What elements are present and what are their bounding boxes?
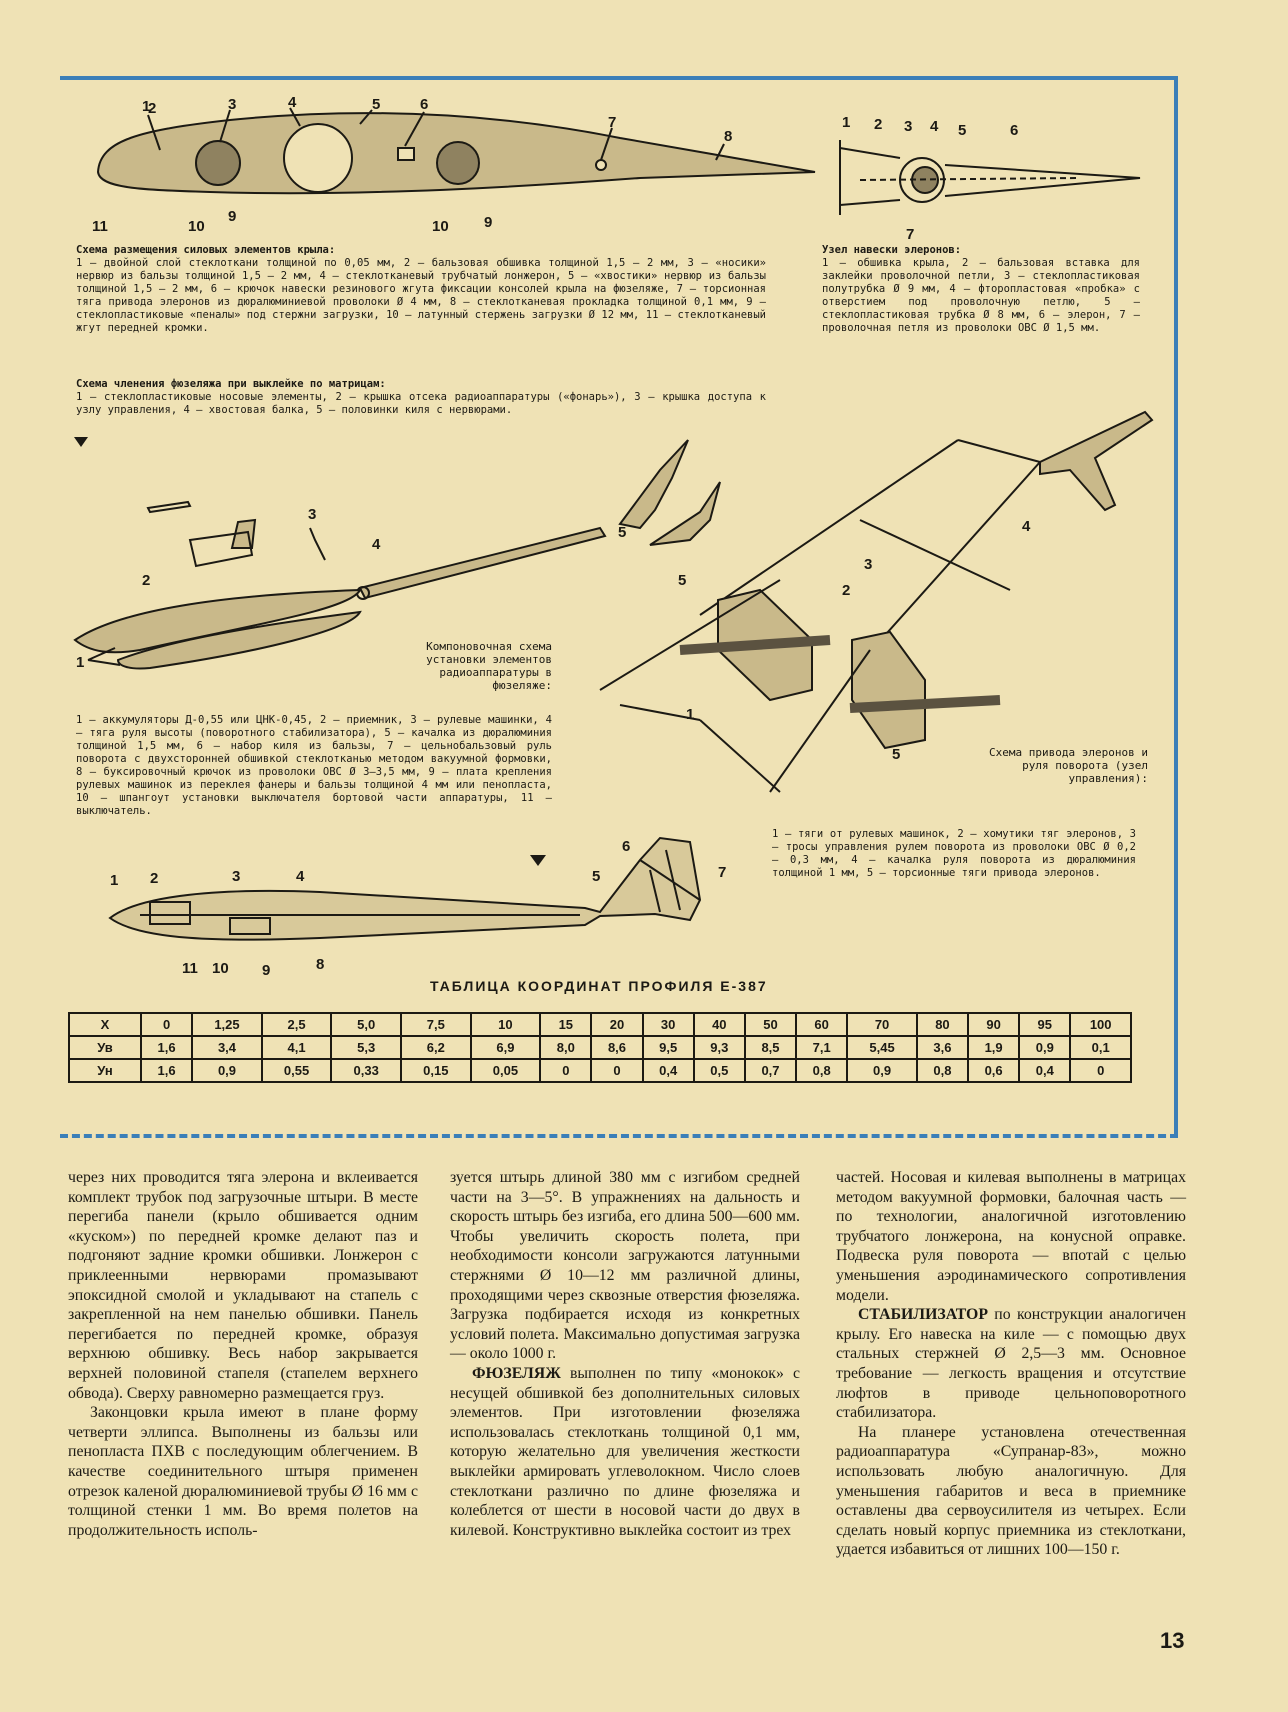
table-cell: 70 — [847, 1013, 917, 1036]
table-title: ТАБЛИЦА КООРДИНАТ ПРОФИЛЯ Е-387 — [430, 978, 768, 994]
table-row — [69, 1036, 1131, 1059]
drive-label: 2 — [842, 582, 851, 599]
paragraph: частей. Носовая и килевая выполнены в матрицах методом вакуумной формовки, балочная часть — по технологии, аналогичной изготовлению трубчатого лонжерона, на конусной оправке. Подвеска руля поворота — впотай с целью уменьшения аэродинамического сопротивления модели. — [836, 1169, 1186, 1304]
table-cell: 8,6 — [591, 1036, 642, 1059]
wing-section-drawing — [98, 108, 815, 193]
table-cell: 90 — [968, 1013, 1019, 1036]
fuselage-split-drawing — [75, 440, 720, 669]
layout-label: 6 — [622, 838, 631, 855]
control-drive-caption: 1 — тяги от рулевых машинок, 2 — хомутики тяг элеронов, 3 — тросы управления рулем поворота из проволоки ОВС Ø 0,2 — 0,3 мм, 4 — качалка руля поворота из дюралюминия толщиной 1 мм, 5 — торсионные тяги привода элеронов. — [772, 828, 1136, 879]
table-cell: 0,6 — [968, 1059, 1019, 1082]
table-row — [69, 1013, 1131, 1036]
layout-label: 11 — [182, 960, 198, 977]
wing-label: 9 — [228, 208, 237, 225]
arrow-marker — [530, 855, 546, 866]
table-cell: 10 — [471, 1013, 541, 1036]
table-cell: 0,05 — [471, 1059, 541, 1082]
layout-label: 7 — [718, 864, 727, 881]
aileron-hinge-caption — [822, 244, 1140, 335]
table-cell: 0 — [540, 1059, 591, 1082]
split-label: 2 — [142, 572, 151, 589]
table-cell: 1,25 — [192, 1013, 262, 1036]
table-cell: 0,5 — [694, 1059, 745, 1082]
table-cell: 0,9 — [1019, 1036, 1070, 1059]
wing-section-caption — [76, 244, 766, 335]
table-cell: 6,2 — [401, 1036, 471, 1059]
layout-label: 2 — [150, 870, 159, 887]
paragraph-text: выполнен по типу «монокок» с несущей обшивкой без дополнительных силовых элементов. При изготовлении фюзеляжа использовалась стеклоткань толщиной 0,1 мм, которую желательно для увеличения жесткости выклейки армировать углеволокном. Число слоев стеклоткани различно по длине фюзеляжа и колеблется от шести в носовой части до двух в килевой. Конструктивно выклейка состоит из трех — [450, 1364, 800, 1539]
table-cell: 0,4 — [1019, 1059, 1070, 1082]
caption-text: 1 — стеклопластиковые носовые элементы, 2 — крышка отсека радиоаппаратуры («фонарь»), 3 — крышка доступа к узлу управления, 4 — хвостовая балка, 5 — половинки киля с нервюрами. — [76, 391, 766, 416]
control-drive-drawing — [600, 412, 1152, 792]
table-cell: 50 — [745, 1013, 796, 1036]
table-cell: 5,0 — [331, 1013, 401, 1036]
table-cell: 0,55 — [262, 1059, 332, 1082]
wing-label: 4 — [288, 94, 297, 111]
arrow-marker — [74, 437, 88, 447]
table-cell: 1,6 — [141, 1059, 192, 1082]
table-cell: 60 — [796, 1013, 847, 1036]
article-column-3 — [836, 1168, 1186, 1560]
table-cell: 0,9 — [847, 1059, 917, 1082]
wing-label: 11 — [92, 218, 108, 235]
paragraph — [450, 1364, 800, 1540]
table-cell: 8,0 — [540, 1036, 591, 1059]
wing-label: 8 — [724, 128, 733, 145]
paragraph — [836, 1305, 1186, 1423]
drive-label: 3 — [864, 556, 873, 573]
table-cell: 100 — [1070, 1013, 1131, 1036]
section-heading: ФЮЗЕЛЯЖ — [472, 1364, 561, 1382]
wing-label: 2 — [148, 100, 157, 117]
wing-label: 3 — [228, 96, 237, 113]
wing-label: 9 — [484, 214, 493, 231]
table-cell: X — [69, 1013, 141, 1036]
table-cell: 6,9 — [471, 1036, 541, 1059]
drive-label: 5 — [678, 572, 687, 589]
split-label: 1 — [76, 654, 85, 671]
paragraph: Законцовки крыла имеют в плане форму четверти эллипса. Выполнены из бальзы или пенопласта ПХВ с последующим облегчением. В качестве соединительного штыря применен отрезок каленой дюралюминиевой трубы Ø 16 мм с толщиной стенки 1 мм. Во время полетов на продолжительность исполь- — [68, 1404, 418, 1539]
layout-scheme-caption-title: Компоновочная схема установки элементов радиоаппаратуры в фюзеляже: — [426, 640, 552, 692]
hinge-label: 4 — [930, 118, 939, 135]
layout-scheme-caption: 1 — аккумуляторы Д-0,55 или ЦНК-0,45, 2 — приемник, 3 — рулевые машинки, 4 — тяга руля высоты (поворотного стабилизатора), 5 — качалка из дюралюминия толщиной 1,5 мм, 6 — набор киля из бальзы, 7 — цельнобальзовый руль поворота с двухсторонней обшивкой стеклотканью методом вакуумной формовки, 8 — буксировочный крючок из проволоки ОВС Ø 3—3,5 мм, 9 — плата крепления рулевых машинок из переклея фанеры и бальзы толщиной 4 мм или пенопласта, 10 — шпангоут установки выключателя бортовой части аппаратуры, 11 — выключатель. — [76, 714, 552, 817]
table-cell: 9,5 — [643, 1036, 694, 1059]
table-cell: 0 — [141, 1013, 192, 1036]
paragraph: На планере установлена отечественная радиоаппаратура «Супранар-83», можно использовать любую аналогичную. Для уменьшения габаритов и веса в приемнике оставлены два сервоусилителя из четырех. Если сделать новый корпус приемника из стеклоткани, удается избавиться от лишних 100—150 г. — [836, 1423, 1186, 1559]
paragraph: зуется штырь длиной 380 мм с изгибом средней части на 3—5°. В упражнениях на дальность и скорость штырь без изгиба, его длина 500—600 мм. Чтобы увеличить скорость полета, при необходимости консоли загружаются латунными стержнями Ø 10—12 мм различной длины, проходящими через сквозные отверстия фюзеляжа. Загрузка подбирается исходя из конкретных условий полета. Максимально допустимая загрузка — около 1000 г. — [450, 1169, 800, 1363]
caption-title: Узел навески элеронов: — [822, 244, 962, 256]
table-cell: 8,5 — [745, 1036, 796, 1059]
table-cell: 0,8 — [917, 1059, 968, 1082]
table-cell: 1,6 — [141, 1036, 192, 1059]
table-cell: 5,45 — [847, 1036, 917, 1059]
table-cell: 0,15 — [401, 1059, 471, 1082]
wing-label: 10 — [188, 218, 205, 235]
page-number: 13 — [1160, 1628, 1185, 1653]
wing-label: 5 — [372, 96, 381, 113]
layout-scheme-drawing — [110, 838, 700, 940]
split-label: 3 — [308, 506, 317, 523]
table-cell: 95 — [1019, 1013, 1070, 1036]
table-cell: 4,1 — [262, 1036, 332, 1059]
hinge-label: 7 — [906, 226, 915, 243]
profile-coordinates-table — [68, 1012, 1132, 1083]
control-drive-caption-title: Схема привода элеронов и руля поворота (узел управления): — [989, 746, 1148, 785]
table-cell: 0,7 — [745, 1059, 796, 1082]
table-cell: 0,9 — [192, 1059, 262, 1082]
table-cell: 7,1 — [796, 1036, 847, 1059]
table-cell: 0 — [1070, 1059, 1131, 1082]
wing-label: 1 — [142, 98, 151, 115]
hinge-label: 3 — [904, 118, 913, 135]
layout-label: 4 — [296, 868, 305, 885]
wing-label: 6 — [420, 96, 429, 113]
table-cell: 40 — [694, 1013, 745, 1036]
aileron-hinge-drawing — [840, 140, 1140, 215]
table-cell: 3,6 — [917, 1036, 968, 1059]
drive-label: 1 — [686, 706, 695, 723]
table-cell: 0 — [591, 1059, 642, 1082]
table-cell: 30 — [643, 1013, 694, 1036]
table-cell: 0,33 — [331, 1059, 401, 1082]
table-cell: 1,9 — [968, 1036, 1019, 1059]
hinge-label: 5 — [958, 122, 967, 139]
table-cell: Ун — [69, 1059, 141, 1082]
section-heading: СТАБИЛИЗАТОР — [858, 1306, 988, 1324]
hinge-label: 1 — [842, 114, 851, 131]
table-cell: 3,4 — [192, 1036, 262, 1059]
caption-title: Схема членения фюзеляжа при выклейке по матрицам: — [76, 378, 386, 390]
wing-label: 10 — [432, 218, 449, 235]
layout-label: 3 — [232, 868, 241, 885]
table-cell: 2,5 — [262, 1013, 332, 1036]
table-cell: 0,1 — [1070, 1036, 1131, 1059]
table-cell: 5,3 — [331, 1036, 401, 1059]
table-cell: 15 — [540, 1013, 591, 1036]
table-cell: 0,4 — [643, 1059, 694, 1082]
caption-text: 1 — обшивка крыла, 2 — бальзовая вставка для заклейки проволочной петли, 3 — стеклопластиковая полутрубка Ø 9 мм, 4 — фторопластовая «пробка» с отверстием под проволочную петлю, 5 — стеклопластиковая трубка Ø 8 мм, 6 — элерон, 7 — проволочная петля из проволоки ОВС Ø 1,5 мм. — [822, 257, 1140, 334]
table-cell: 0,8 — [796, 1059, 847, 1082]
drive-label: 4 — [1022, 518, 1031, 535]
paragraph-text: по конструкции аналогичен крылу. Его навеска на киле — с помощью двух стальных стержней Ø 2,5—3 мм. Основное требование — легкость вращения и отсутствие люфтов в приводе цельноповоротного стабилизатора. — [836, 1306, 1186, 1422]
article-column-2 — [450, 1168, 800, 1540]
split-label: 4 — [372, 536, 381, 553]
split-label: 5 — [618, 524, 627, 541]
article-column-1 — [68, 1168, 418, 1540]
layout-label: 8 — [316, 956, 325, 973]
table-row — [69, 1059, 1131, 1082]
drive-label: 5 — [892, 746, 901, 763]
hinge-label: 6 — [1010, 122, 1019, 139]
layout-label: 9 — [262, 962, 271, 979]
table-cell: 7,5 — [401, 1013, 471, 1036]
hinge-label: 2 — [874, 116, 883, 133]
table-cell: 80 — [917, 1013, 968, 1036]
table-cell: Ув — [69, 1036, 141, 1059]
wing-label: 7 — [608, 114, 617, 131]
fuselage-split-caption — [76, 378, 766, 417]
layout-label: 10 — [212, 960, 229, 977]
paragraph: через них проводится тяга элерона и вклеивается комплект трубок под загрузочные штыри. В месте перегиба панели (крыло обшивается одним «куском») по передней кромке делают паз и подгоняют задние кромки обшивки. Лонжерон с приклеенными нервюрами промазывают эпоксидной смолой и укладывают на стапель с закрепленной на нем панелью обшивки. Панель перегибается по передней кромке, образуя верхнюю обшивку. Весь набор закрывается верхней половиной стапеля (стапелем верхнего обвода). Сверху равномерно размещается груз. — [68, 1169, 418, 1402]
layout-label: 5 — [592, 868, 601, 885]
caption-title: Схема размещения силовых элементов крыла: — [76, 244, 336, 256]
caption-text: 1 — двойной слой стеклоткани толщиной по 0,05 мм, 2 — бальзовая обшивка толщиной 1,5 — 2 мм, 3 — «носики» нервюр из бальзы толщиной 1,5 — 2 мм, 4 — стеклотканевый трубчатый лонжерон, 5 — «хвостики» нервюр из бальзы толщиной 1,5 — 2 мм, 6 — крючок навески резинового жгута фиксации консолей крыла на фюзеляже, 7 — торсионная тяга привода элеронов из дюралюминиевой проволоки Ø 4 мм, 8 — стеклотканевая прокладка толщиной 0,1 мм, 9 — стеклопластиковые «пеналы» под стержни загрузки, 10 — латунный стержень загрузки Ø 12 мм, 11 — стеклотканевый жгут передней кромки. — [76, 257, 766, 334]
table-cell: 9,3 — [694, 1036, 745, 1059]
table-cell: 20 — [591, 1013, 642, 1036]
layout-label: 1 — [110, 872, 119, 889]
